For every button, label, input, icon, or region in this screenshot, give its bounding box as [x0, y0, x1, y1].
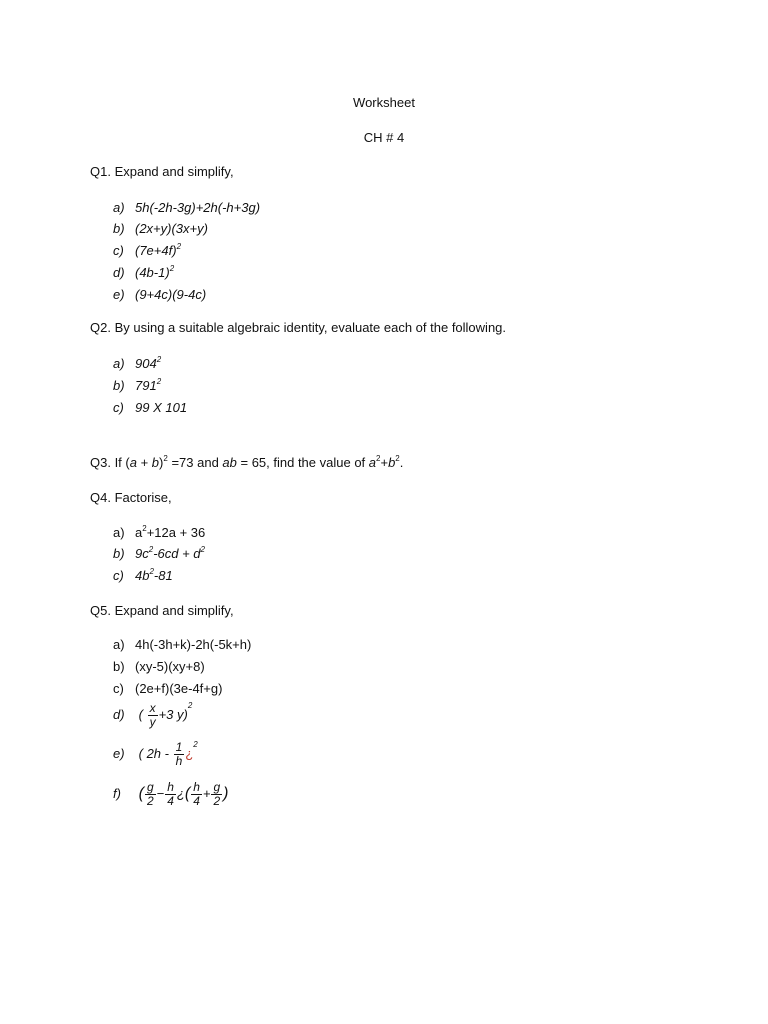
q4-item-b	[113, 546, 205, 561]
q3-end: .	[399, 455, 404, 470]
q2-item-b	[113, 378, 161, 393]
exponent: 2	[200, 545, 205, 554]
q4-item-c	[113, 568, 173, 583]
numerator: x	[149, 701, 156, 715]
q5-item-e	[113, 741, 198, 768]
item-label: e)	[113, 745, 125, 761]
exponent: 2	[169, 264, 175, 273]
exponent: 2	[193, 740, 198, 749]
item-expression: 4h(-3h+k)-2h(-5k+h)	[135, 637, 252, 652]
denominator: y	[149, 715, 156, 729]
fraction	[211, 781, 222, 808]
q1-item-a	[113, 200, 260, 215]
numerator: g	[146, 780, 154, 794]
exponent: 2	[156, 355, 162, 364]
q2-item-c	[113, 400, 187, 415]
q3-mid2: = 65, find the value of	[236, 455, 369, 470]
item-label: e)	[113, 287, 125, 302]
item-label: d)	[113, 265, 125, 280]
expr-part: 9c	[135, 546, 149, 561]
item-label: f)	[113, 785, 121, 801]
exponent: 2	[142, 524, 147, 533]
item-label: b)	[113, 221, 125, 236]
q1-item-b	[113, 221, 208, 236]
expr-part: ( 2h -	[138, 745, 169, 761]
item-label: b)	[113, 659, 125, 674]
q5-item-c	[113, 681, 222, 696]
item-expression: (4b-1)	[135, 265, 170, 280]
q5-item-a	[113, 637, 251, 652]
expr-part: -81	[153, 568, 173, 583]
item-expression: (2e+f)(3e-4f+g)	[135, 681, 223, 696]
exponent: 2	[156, 377, 162, 386]
exponent: 2	[148, 545, 154, 554]
numerator: h	[193, 780, 200, 794]
fraction	[174, 741, 185, 768]
exponent: 2	[149, 567, 154, 576]
expr-part: (	[138, 706, 143, 722]
expr-part: a	[135, 525, 143, 540]
expr-part: )	[223, 784, 229, 802]
denominator: h	[175, 754, 183, 768]
denominator: 2	[146, 794, 154, 808]
q5-item-b	[113, 659, 205, 674]
q2-item-a	[113, 356, 161, 371]
placeholder-glyph: ¿	[185, 745, 194, 761]
q3-close: )	[159, 455, 164, 470]
exponent: 2	[187, 701, 193, 710]
item-expression: 904	[135, 356, 157, 371]
item-expression: (9+4c)(9-4c)	[135, 287, 207, 302]
item-label: a)	[113, 637, 125, 652]
var-b2: b	[388, 455, 396, 470]
q5-heading: Q5. Expand and simplify,	[90, 603, 234, 618]
item-label: b)	[113, 378, 125, 393]
fraction	[165, 781, 176, 808]
fraction	[148, 702, 158, 729]
expr-part: (	[138, 784, 144, 802]
worksheet-title: Worksheet	[353, 95, 415, 110]
expr-part: (	[184, 784, 191, 802]
q1-heading: Q1. Expand and simplify,	[90, 164, 234, 179]
item-label: a)	[113, 525, 125, 540]
q1-item-d	[113, 265, 174, 280]
exponent: 2	[176, 242, 182, 251]
item-label: c)	[113, 243, 124, 258]
q3-mid: =73 and	[167, 455, 223, 470]
q2-heading: Q2. By using a suitable algebraic identity, evaluate each of the following.	[90, 320, 507, 335]
item-label: a)	[113, 356, 125, 371]
q5-item-d	[113, 702, 192, 729]
q1-item-e	[113, 287, 206, 302]
item-expression: (xy-5)(xy+8)	[135, 659, 205, 674]
q3-prefix: Q3. If (	[90, 455, 130, 470]
q4-item-a	[113, 525, 205, 540]
expr-part: ¿	[176, 785, 185, 801]
numerator: g	[213, 780, 221, 794]
expr-part: +12a + 36	[146, 525, 206, 540]
var-ab: ab	[222, 455, 237, 470]
item-label: c)	[113, 568, 124, 583]
item-expression: (2x+y)(3x+y)	[135, 221, 208, 236]
var-a: a	[129, 455, 137, 470]
exponent: 2	[163, 454, 168, 463]
expr-part: 4b	[135, 568, 150, 583]
fraction	[191, 781, 202, 808]
fraction	[145, 781, 156, 808]
q3-plus: +	[136, 455, 152, 470]
item-expression: 99 X 101	[135, 400, 188, 415]
expr-part: +3 y)	[158, 706, 188, 722]
item-expression: 5h(-2h-3g)+2h(-h+3g)	[135, 200, 261, 215]
item-label: c)	[113, 400, 124, 415]
denominator: 4	[193, 794, 200, 808]
item-expression: 791	[135, 378, 157, 393]
numerator: 1	[175, 740, 183, 754]
denominator: 4	[167, 794, 174, 808]
chapter-label: CH # 4	[363, 130, 405, 145]
q3-plus2: +	[380, 455, 389, 470]
var-a2: a	[368, 455, 377, 470]
expr-part: +	[202, 785, 211, 801]
expr-part: −	[156, 785, 165, 801]
var-b: b	[151, 455, 160, 470]
q3-question	[90, 455, 403, 470]
denominator: 2	[213, 794, 221, 808]
item-label: a)	[113, 200, 125, 215]
exponent: 2	[395, 454, 400, 463]
q5-item-f	[113, 781, 229, 808]
expr-part: -6cd + d	[153, 546, 201, 561]
q1-item-c	[113, 243, 181, 258]
item-label: b)	[113, 546, 125, 561]
exponent: 2	[376, 454, 381, 463]
item-expression: (7e+4f)	[135, 243, 177, 258]
q4-heading: Q4. Factorise,	[90, 490, 172, 505]
item-label: d)	[113, 706, 125, 722]
item-label: c)	[113, 681, 124, 696]
numerator: h	[167, 780, 174, 794]
